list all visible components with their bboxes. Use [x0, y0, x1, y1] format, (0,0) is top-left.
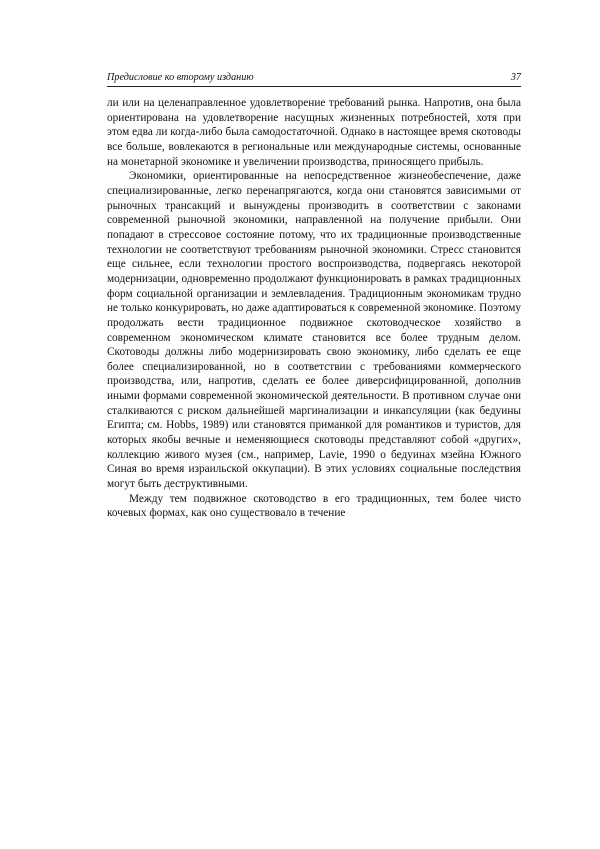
body-text — [107, 96, 521, 521]
paragraph-3: Между тем подвижное скотоводство в его традиционных, тем более чисто кочевых формах, как оно существовало в течение — [107, 492, 521, 520]
paragraph-2: Экономики, ориентированные на непосредственное жизнеобеспечение, даже специализированные, легко перенапрягаются, когда они становятся зависимыми от рыночных трансакций и вынуждены производить в соответствии с законами современной рыночной экономики, направленной на получение прибыли. Они попадают в стрессовое состояние потому, что их традиционные производственные технологии не соответствуют требованиям рыночной экономики. Стресс становится еще сильнее, если технологии простого воспроизводства, подвергаясь некоторой модернизации, одновременно продолжают функционировать в рамках традиционных форм социальной организации и землевладения. Традиционным экономикам трудно не только конкурировать, но даже адаптироваться к современной экономике. Поэтому продолжать вести традиционное подвижное скотоводческое хозяйство в современном экономическом климате становится все более трудным делом. Скотоводы должны либо модернизировать свою экономику, либо сделать ее еще более специализированной, но в соответствии с требованиями коммерческого производства, или, напротив, сделать ее более диверсифицированной, дополнив иными формами современной экономической деятельности. В противном случае они сталкиваются с риском дальнейшей маргинализации и инкапсуляции (как бедуины Египта; см. Hobbs, 1989) или становятся приманкой для романтиков и туристов, для которых якобы вечные и неменяющиеся скотоводы представляют собой «других», коллекцию живого музея (см., например, Lavie, 1990 о бедуинах мзейна Южного Синая во время израильской оккупации). В этих условиях социальные последствия могут быть деструктивными. — [107, 170, 521, 491]
running-header-title: Предисловие ко второму изданию — [107, 72, 254, 83]
page-number: 37 — [510, 72, 521, 83]
paragraph-1: ли или на целенаправленное удовлетворение требований рынка. Напротив, она была ориентирована на удовлетворение насущных жизненных потребностей, хотя при этом едва ли когда-либо была самодостаточной. Однако в настоящее время скотоводы все больше, вовлекаются в региональные или международные системы, основанные на монетарной экономике и увеличении производства, приносящего прибыль. — [107, 97, 521, 168]
running-header — [107, 72, 521, 87]
